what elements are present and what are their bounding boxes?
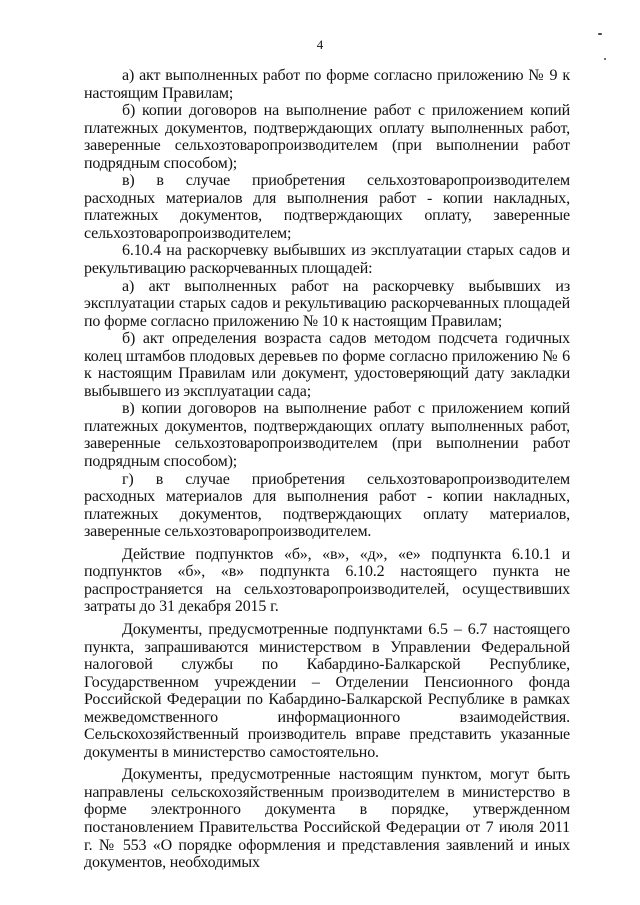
page-number: 4 — [316, 37, 324, 52]
paragraph-item-v-contracts: в) копии договоров на выполнение работ с приложением копий платежных документов, подтверждающих оплату выполненных работ, заверенные сельхозтоваропроизводителем (при выполнении работ подрядным способом); — [84, 400, 570, 471]
paragraph-item-g-materials: г) в случае приобретения сельхозтоваропроизводителем расходных материалов для выполнения работ - копии накладных, платежных документов, подтверждающих оплату материалов, заверенные сельхозтоваропроизводителем. — [84, 470, 570, 541]
paragraph-item-b-age-act: б) акт определения возраста садов методом подсчета годичных колец штамбов плодовых деревьев по форме согласно приложению № 6 к настоящим Правилам или документ, удостоверяющий дату закладки выбывшего из эксплуатации сада; — [84, 330, 570, 400]
scan-speck — [598, 33, 602, 35]
paragraph-item-b-contracts: б) копии договоров на выполнение работ с приложением копий платежных документов, подтверждающих оплату выполненных работ, заверенные сельхозтоваропроизводителем (при выполнении работ подрядным способом); — [84, 102, 570, 172]
paragraph-electronic-submission: Документы, предусмотренные настоящим пунктом, могут быть направлены сельскохозяйственным производителем в министерство в форме электронного документа в порядке, утвержденном постановлением Правительства Российской Федерации от 7 июля 2011 г. № 553 «О порядке оформления и представления заявлений и иных документов, необходимых — [84, 766, 570, 872]
scan-speck — [604, 58, 606, 60]
paragraph-interagency-requests: Документы, предусмотренные подпунктами 6.5 – 6.7 настоящего пункта, запрашиваются министерством в Управлении Федеральной налоговой службы по Кабардино-Балкарской Республике, Государственном учреждении – Отделении Пенсионного фонда Российской Федерации по Кабардино-Балкарской Республике в рамках межведомственного информационного взаимодействия. Сельскохозяйственный производитель вправе представить указанные документы в министерство самостоятельно. — [84, 620, 570, 761]
document-body — [84, 67, 570, 872]
paragraph-item-a-act: а) акт выполненных работ по форме согласно приложению № 9 к настоящим Правилам; — [84, 67, 570, 102]
paragraph-item-v-materials: в) в случае приобретения сельхозтоваропроизводителем расходных материалов для выполнения работ - копии накладных, платежных документов, подтверждающих оплату, заверенные сельхозтоваропроизводителем; — [84, 172, 570, 242]
paragraph-6-10-4: 6.10.4 на раскорчевку выбывших из эксплуатации старых садов и рекультивацию раскорчеванных площадей: — [84, 242, 570, 278]
paragraph-exemption: Действие подпунктов «б», «в», «д», «е» подпункта 6.10.1 и подпунктов «б», «в» подпункта 6.10.2 настоящего пункта не распространяется на сельхозтоваропроизводителей, осуществивших затраты до 31 декабря 2015 г. — [84, 545, 570, 616]
paragraph-item-a-uprooting-act: а) акт выполненных работ на раскорчевку выбывших из эксплуатации старых садов и рекультивацию раскорчеванных площадей по форме согласно приложению № 10 к настоящим Правилам; — [84, 277, 570, 330]
